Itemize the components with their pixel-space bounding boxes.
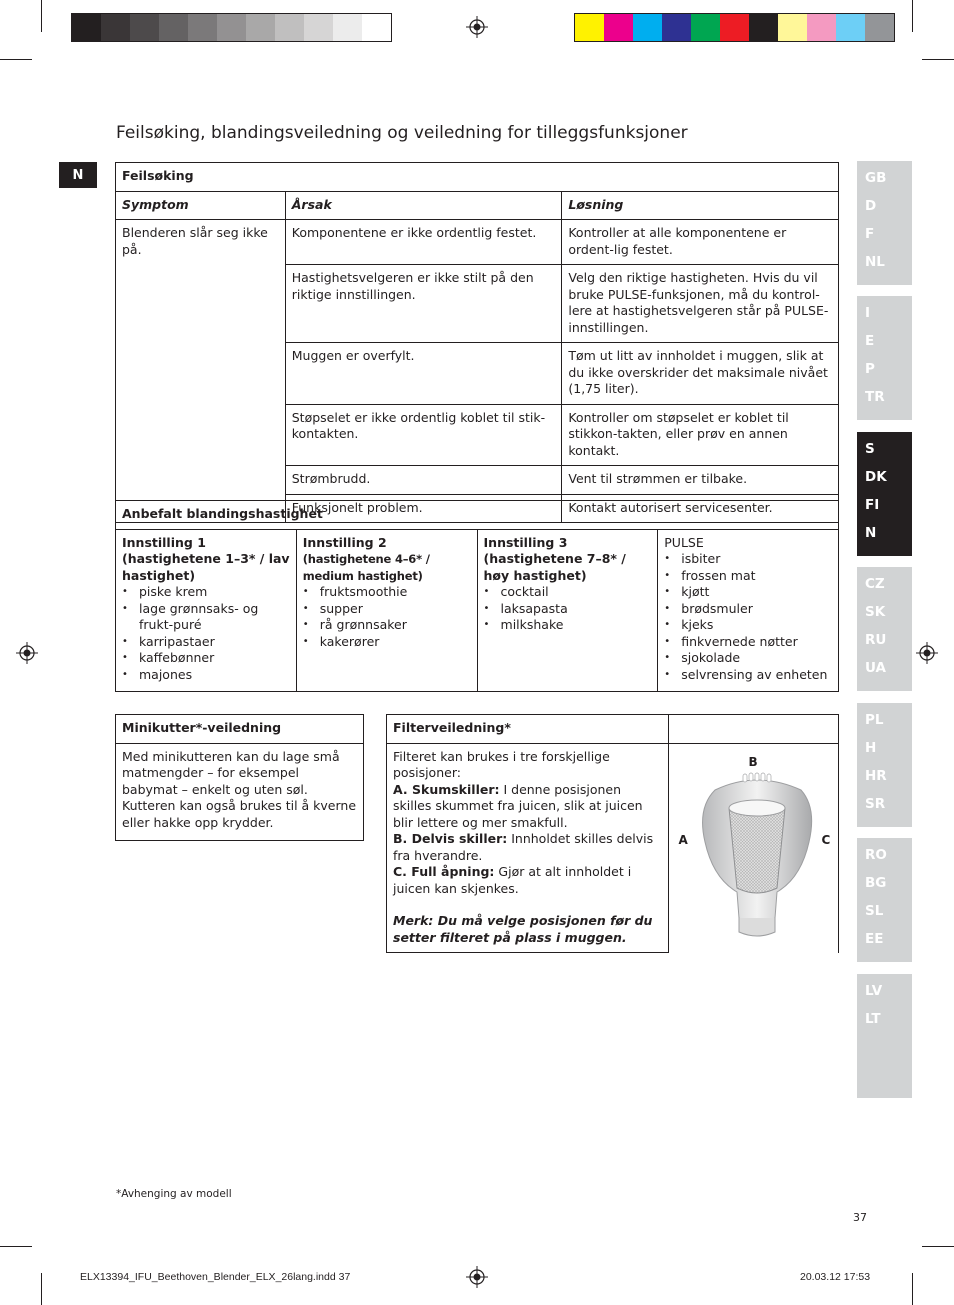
column-header: Symptom xyxy=(116,191,286,220)
color-swatch xyxy=(275,14,304,41)
solution-cell: Vent til strømmen er tilbake. xyxy=(562,466,839,495)
language-code: P xyxy=(865,361,875,377)
filter-title: Filterveiledning* xyxy=(387,715,669,744)
page-number: 37 xyxy=(853,1211,867,1224)
print-slug-file: ELX13394_IFU_Beethoven_Blender_ELX_26lang.indd 37 xyxy=(80,1271,351,1283)
speed-column-2 xyxy=(296,529,477,691)
list-item: • karripastaer xyxy=(122,634,290,651)
list-item: • brødsmuler xyxy=(664,601,832,618)
language-code: N xyxy=(865,525,877,541)
registration-mark-icon xyxy=(466,1266,488,1288)
language-code: CZ xyxy=(865,576,885,592)
speed-heading: Innstilling 2 xyxy=(302,534,387,550)
solution-cell: Tøm ut litt av innholdet i muggen, slik at du ikke overskrider det maksimale nivået (1,75 liter). xyxy=(562,343,839,405)
speed-list xyxy=(303,584,471,650)
speed-column-pulse xyxy=(658,529,839,691)
list-item: • kaffebønner xyxy=(122,650,290,667)
list-item: • laksapasta xyxy=(484,601,652,618)
list-item: • isbiter xyxy=(664,551,832,568)
language-group xyxy=(857,703,912,827)
filter-body xyxy=(387,743,669,953)
cause-cell: Strømbrudd. xyxy=(285,466,562,495)
minichopper-title: Minikutter*-veiledning xyxy=(116,715,364,744)
list-item: • piske krem xyxy=(122,584,290,601)
color-swatch xyxy=(575,14,604,41)
color-swatch xyxy=(691,14,720,41)
process-color-bar xyxy=(574,13,895,42)
figure-label-c: C xyxy=(821,832,831,847)
language-code: D xyxy=(865,198,877,214)
blending-speed-table xyxy=(115,500,839,692)
registration-mark-icon xyxy=(16,642,38,664)
list-item: • rå grønnsaker xyxy=(303,617,471,634)
language-code: S xyxy=(865,441,875,457)
speed-heading: Innstilling 1 xyxy=(122,534,206,550)
crop-mark xyxy=(41,0,42,32)
color-swatch xyxy=(749,14,778,41)
color-swatch xyxy=(865,14,894,41)
language-code: GB xyxy=(865,170,887,186)
crop-mark xyxy=(0,1246,32,1247)
color-swatch xyxy=(304,14,333,41)
speed-subheading: (hastighetene 1–3* / lav hastighet) xyxy=(122,551,290,583)
minichopper-body: Med minikutteren kan du lage små matmengder – for eksempel babymat – enkelt og uten søl. Kutteren kan også brukes til å kverne eller hakke opp krydder. xyxy=(116,743,364,841)
symptom-cell: Blenderen slår seg ikke på. xyxy=(116,220,286,523)
figure-label-a: A xyxy=(678,832,688,847)
speed-heading: PULSE xyxy=(664,534,704,550)
grayscale-color-bar xyxy=(71,13,392,42)
list-item: • majones xyxy=(122,667,290,684)
language-group xyxy=(857,432,912,556)
language-code: BG xyxy=(865,875,887,891)
speed-subheading: (hastighetene 4–6* / medium hastighet) xyxy=(302,552,430,583)
registration-mark-icon xyxy=(916,642,938,664)
color-swatch xyxy=(807,14,836,41)
language-code: LT xyxy=(865,1011,881,1027)
troubleshooting-title: Feilsøking xyxy=(116,163,839,192)
solution-cell: Kontakt autorisert servicesenter. xyxy=(562,494,839,523)
crop-mark xyxy=(0,59,32,60)
language-code: FI xyxy=(865,497,880,513)
speed-list xyxy=(484,584,652,634)
language-code: E xyxy=(865,333,875,349)
color-swatch xyxy=(159,14,188,41)
speed-table-title: Anbefalt blandingshastighet xyxy=(116,501,839,530)
list-item: • kjøtt xyxy=(664,584,832,601)
list-item: • finkvernede nøtter xyxy=(664,634,832,651)
language-code: SL xyxy=(865,903,884,919)
cause-cell: Støpselet er ikke ordentlig koblet til stik-kontakten. xyxy=(285,404,562,466)
speed-list xyxy=(122,584,290,683)
list-item: • selvrensing av enheten xyxy=(664,667,832,684)
table-row xyxy=(116,220,839,265)
crop-mark xyxy=(912,0,913,32)
language-code: SR xyxy=(865,796,886,812)
minichopper-table xyxy=(115,714,364,841)
filter-intro: Filteret kan brukes i tre forskjellige posisjoner: xyxy=(393,748,610,780)
filter-option-c: C. Full åpning: Gjør at alt innholdet i juicen kan skjenkes. xyxy=(393,864,632,896)
filter-figure-cell xyxy=(668,743,839,953)
color-swatch xyxy=(362,14,391,41)
cause-cell: Komponentene er ikke ordentlig festet. xyxy=(285,220,562,265)
language-code: I xyxy=(865,305,871,321)
language-code: SK xyxy=(865,604,886,620)
color-swatch xyxy=(778,14,807,41)
color-swatch xyxy=(130,14,159,41)
color-swatch xyxy=(333,14,362,41)
language-group xyxy=(857,838,912,962)
language-code: UA xyxy=(865,660,886,676)
color-swatch xyxy=(720,14,749,41)
language-code: EE xyxy=(865,931,884,947)
list-item: • supper xyxy=(303,601,471,618)
troubleshooting-table xyxy=(115,162,839,523)
print-slug-date: 20.03.12 17:53 xyxy=(800,1271,871,1283)
list-item: • fruktsmoothie xyxy=(303,584,471,601)
language-group xyxy=(857,567,912,691)
color-swatch xyxy=(246,14,275,41)
color-swatch xyxy=(836,14,865,41)
language-code: NL xyxy=(865,254,885,270)
footnote: *Avhenging av modell xyxy=(116,1188,232,1200)
list-item: • kjeks xyxy=(664,617,832,634)
language-code: RO xyxy=(865,847,887,863)
color-swatch xyxy=(188,14,217,41)
language-code: F xyxy=(865,226,875,242)
filter-note: Merk: Du må velge posisjonen før du setter filteret på plass i muggen. xyxy=(393,913,653,945)
list-item: • milkshake xyxy=(484,617,652,634)
cause-cell: Muggen er overfylt. xyxy=(285,343,562,405)
filter-option-a: A. Skumskiller: I denne posisjonen skilles skummet fra juicen, slik at juicen blir lettere og mer smakfull. xyxy=(393,781,643,830)
filter-illustration-icon xyxy=(693,768,821,940)
crop-mark xyxy=(922,59,954,60)
page-title: Feilsøking, blandingsveiledning og veiledning for tilleggsfunksjoner xyxy=(116,123,688,143)
crop-mark xyxy=(922,1246,954,1247)
registration-mark-icon xyxy=(466,16,488,38)
figure-label-b: B xyxy=(748,754,758,769)
column-header: Løsning xyxy=(562,191,839,220)
color-swatch xyxy=(101,14,130,41)
filter-table xyxy=(386,714,839,953)
language-group xyxy=(857,296,912,420)
filter-option-b: B. Delvis skiller: Innholdet skilles delvis fra hverandre. xyxy=(393,831,654,863)
speed-column-1 xyxy=(116,529,297,691)
crop-mark xyxy=(912,1273,913,1305)
cause-cell: Funksjonelt problem. xyxy=(285,494,562,523)
language-code: LV xyxy=(865,983,883,999)
color-swatch xyxy=(604,14,633,41)
language-code: HR xyxy=(865,768,887,784)
list-item: • frossen mat xyxy=(664,568,832,585)
column-header: Årsak xyxy=(285,191,562,220)
color-swatch xyxy=(72,14,101,41)
solution-cell: Velg den riktige hastigheten. Hvis du vil bruke PULSE-funksjonen, må du kontrol-lere at hastighetsvelgeren står på PULSE-innstillingen. xyxy=(562,265,839,343)
cause-cell: Hastighetsvelgeren er ikke stilt på den riktige innstillingen. xyxy=(285,265,562,343)
speed-column-3 xyxy=(477,529,658,691)
list-item: • sjokolade xyxy=(664,650,832,667)
list-item: • lage grønnsaks- og frukt-puré xyxy=(122,601,290,634)
speed-heading: Innstilling 3 xyxy=(483,534,568,550)
speed-subheading: (hastighetene 7–8* / høy hastighet) xyxy=(483,551,626,583)
color-swatch xyxy=(662,14,691,41)
language-code: TR xyxy=(865,389,885,405)
color-swatch xyxy=(633,14,662,41)
language-tag: N xyxy=(59,162,97,188)
language-code: H xyxy=(865,740,877,756)
language-code: RU xyxy=(865,632,887,648)
speed-list xyxy=(664,551,832,683)
solution-cell: Kontroller at alle komponentene er ordent-lig festet. xyxy=(562,220,839,265)
color-swatch xyxy=(217,14,246,41)
list-item: • cocktail xyxy=(484,584,652,601)
language-group xyxy=(857,161,912,285)
list-item: • kakerører xyxy=(303,634,471,651)
language-group xyxy=(857,974,912,1098)
crop-mark xyxy=(41,1273,42,1305)
language-code: PL xyxy=(865,712,884,728)
solution-cell: Kontroller om støpselet er koblet til stikkon-takten, eller prøv en annen kontakt. xyxy=(562,404,839,466)
language-code: DK xyxy=(865,469,887,485)
